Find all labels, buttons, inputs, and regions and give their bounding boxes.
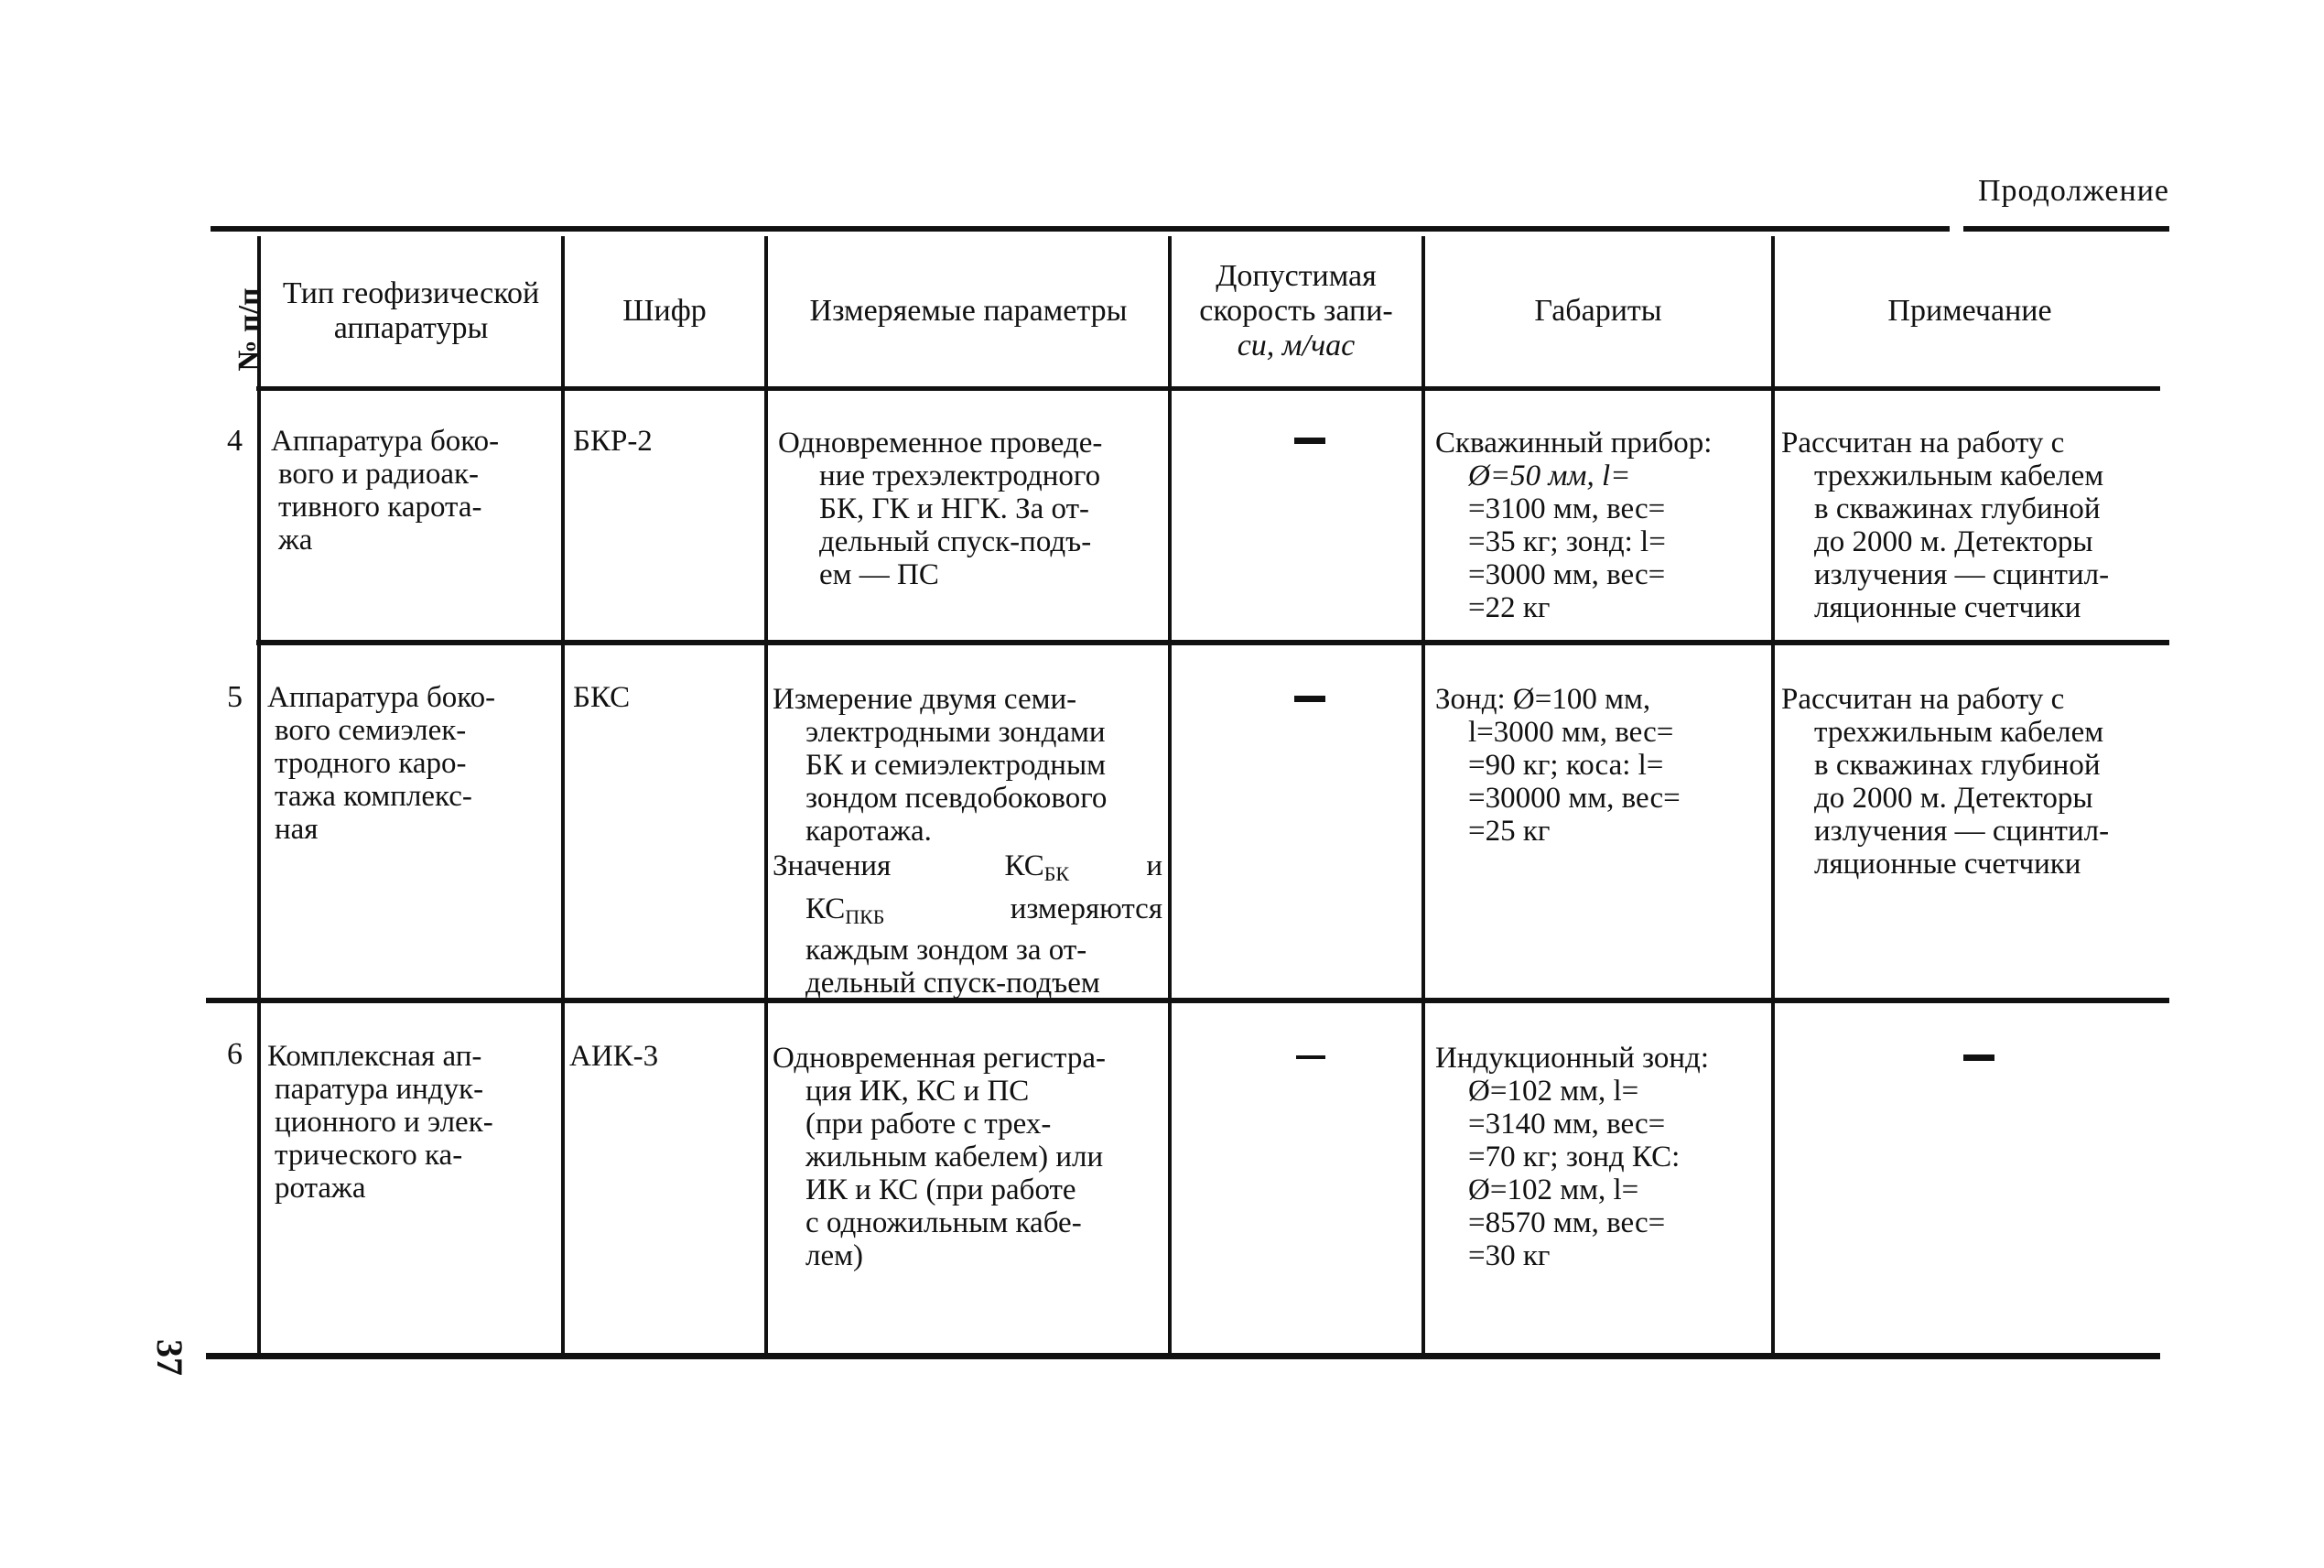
row-params-measured: измеряются — [1010, 892, 1162, 925]
row-note-line: в скважинах глубиной — [1814, 492, 2101, 525]
header-num: № п/п — [232, 287, 266, 372]
row-type-line: тажа комплекс- — [275, 780, 472, 813]
row-type-line: Комплексная ап- — [267, 1040, 482, 1073]
row-note-line: излучения — сцинтил- — [1814, 558, 2110, 591]
row-type-line: тивного карота- — [278, 491, 482, 524]
row-code: БКР-2 — [573, 425, 653, 458]
row-note — [1781, 427, 2166, 624]
header-dims: Габариты — [1534, 294, 1662, 328]
row-dims-line: =30000 мм, вес= — [1468, 782, 1681, 815]
col-divider-1 — [257, 236, 261, 1355]
row-params-line: жильным кабелем) или — [805, 1141, 1104, 1173]
row5-bottom-rule — [206, 998, 2169, 1003]
row-params — [773, 1042, 1162, 1272]
row-speed-dash — [1296, 1055, 1325, 1059]
row-type-line: Аппаратура боко- — [271, 425, 500, 458]
row-dims-line: Скважинный прибор: — [1435, 427, 1713, 460]
row-params — [773, 683, 1162, 1000]
col-divider-4 — [1168, 236, 1172, 1355]
row-params-ks-bk: $КС_{БК}$ — [1004, 849, 1070, 885]
row-params-line: Одновременное проведе- — [778, 427, 1103, 460]
row-speed-dash — [1294, 696, 1325, 702]
row-dims — [1435, 683, 1767, 848]
row-params-ks-pkb-line — [773, 892, 1162, 934]
row-params-values-line — [773, 849, 1162, 891]
row-dims-line: Индукционный зонд: — [1435, 1042, 1709, 1075]
row-type-line: ционного и элек- — [275, 1106, 493, 1139]
row-note-line: ляционные счетчики — [1814, 591, 2081, 624]
row-note-line: Рассчитан на работу с — [1781, 683, 2065, 716]
row-dims-line: =25 кг — [1468, 815, 1551, 848]
row-params-line: каротажа. — [805, 815, 932, 848]
row-dims-line: Ø=50 мм, l= — [1468, 460, 1631, 492]
row-number: 6 — [227, 1037, 243, 1071]
row-dims-line: Ø=102 мм, l= — [1468, 1173, 1639, 1206]
header-code: Шифр — [622, 294, 707, 328]
row-params-line: Одновременная регистра- — [773, 1042, 1106, 1075]
header-type-line: аппаратуры — [333, 311, 489, 345]
row-dims-line: =3000 мм, вес= — [1468, 558, 1666, 591]
header-speed-line: скорость запи- — [1199, 294, 1393, 328]
row-params — [778, 427, 1162, 591]
header-rule — [256, 386, 2160, 391]
row-dims — [1435, 1042, 1767, 1272]
bottom-rule — [206, 1353, 2160, 1359]
row-type-line: ная — [275, 813, 319, 846]
row-params-line: Измерение двумя семи- — [773, 683, 1077, 716]
row-dims-line: =3140 мм, вес= — [1468, 1108, 1666, 1141]
col-divider-3 — [764, 236, 768, 1355]
row-params-line: дельный спуск-подъем — [805, 967, 1100, 1000]
header-speed — [1173, 240, 1419, 383]
row-number: 5 — [227, 680, 243, 714]
row-type-line: вого семиэлек- — [275, 714, 467, 747]
row-number: 4 — [227, 424, 243, 458]
row-note-line: Рассчитан на работу с — [1781, 427, 2065, 460]
row-type-line: паратура индук- — [275, 1073, 484, 1106]
row-type — [267, 681, 553, 846]
row-dims-line: Зонд: Ø=100 мм, — [1435, 683, 1651, 716]
top-rule — [211, 226, 1950, 232]
row-dims-line: =8570 мм, вес= — [1468, 1206, 1666, 1239]
col-divider-6 — [1771, 236, 1775, 1355]
row-params-line: с одножильным кабе- — [805, 1206, 1082, 1239]
row-type-line: тродного каро- — [275, 747, 467, 780]
row-note-line: до 2000 м. Детекторы — [1814, 782, 2093, 815]
row-dims-line: =70 кг; зонд КС: — [1468, 1141, 1681, 1173]
row-dims-line: =22 кг — [1468, 591, 1551, 624]
row-type-line: ротажа — [275, 1172, 366, 1205]
row-type — [271, 425, 553, 557]
row-params-line: зондом псевдобокового — [805, 782, 1108, 815]
col-divider-5 — [1421, 236, 1425, 1355]
row-code: БКС — [573, 681, 631, 714]
row-note-line: излучения — сцинтил- — [1814, 815, 2110, 848]
row-type-line: Аппаратура боко- — [267, 681, 496, 714]
row-note-line: ляционные счетчики — [1814, 848, 2081, 881]
row-type-line: трического ка- — [275, 1139, 463, 1172]
row-dims-line: =35 кг; зонд: l= — [1468, 525, 1666, 558]
row-params-line: электродными зондами — [805, 716, 1106, 749]
header-speed-line: си, м/час — [1237, 329, 1356, 362]
row-params-values-word: Значения — [773, 849, 892, 882]
row-dims-line: =30 кг — [1468, 1239, 1551, 1272]
continuation-label: Продолжение — [1977, 174, 2169, 208]
row-dims-line: l=3000 мм, вес= — [1468, 716, 1674, 749]
header-type-line: Тип геофизической — [282, 276, 540, 310]
row-params-line: лем) — [805, 1239, 863, 1272]
header-type — [264, 240, 558, 383]
col-divider-2 — [561, 236, 565, 1355]
header-speed-line: Допустимая — [1216, 259, 1377, 293]
header-note: Примечание — [1887, 294, 2052, 328]
row-params-line: ИК и КС (при работе — [805, 1173, 1076, 1206]
row-dims-line: =90 кг; коса: l= — [1468, 749, 1664, 782]
row-dims-line: Ø=102 мм, l= — [1468, 1075, 1639, 1108]
row-note-line: трехжильным кабелем — [1814, 716, 2104, 749]
top-rule-right — [1963, 226, 2169, 232]
row-note — [1781, 683, 2166, 881]
row-params-line: дельный спуск-подъ- — [819, 525, 1092, 558]
row-params-line: (при работе с трех- — [805, 1108, 1052, 1141]
row-code: АИК-3 — [569, 1040, 659, 1073]
row-type-line: вого и радиоак- — [278, 458, 479, 491]
row-note-line: в скважинах глубиной — [1814, 749, 2101, 782]
row-params-ks-pkb: $КС_{ПКБ}$ — [805, 892, 885, 928]
row-speed-dash — [1294, 438, 1325, 444]
row-params-line: ем — ПС — [819, 558, 939, 591]
row4-bottom-rule — [256, 640, 2169, 645]
header-params: Измеряемые параметры — [809, 294, 1128, 328]
row-type — [267, 1040, 553, 1205]
row-note-line: до 2000 м. Детекторы — [1814, 525, 2093, 558]
row-params-line: БК и семиэлектродным — [805, 749, 1107, 782]
page-number: 37 — [149, 1339, 190, 1376]
row-params-and: и — [1146, 849, 1162, 882]
row-params-line: ние трехэлектродного — [819, 460, 1101, 492]
row-type-line: жа — [278, 524, 313, 557]
row-dims-line: =3100 мм, вес= — [1468, 492, 1666, 525]
row-params-line: БК, ГК и НГК. За от- — [819, 492, 1090, 525]
row-params-line: ция ИК, КС и ПС — [805, 1075, 1030, 1108]
row-params-line: каждым зондом за от- — [805, 934, 1087, 967]
row-note-line: трехжильным кабелем — [1814, 460, 2104, 492]
row-dims — [1435, 427, 1767, 624]
row-note-dash — [1963, 1054, 1994, 1061]
